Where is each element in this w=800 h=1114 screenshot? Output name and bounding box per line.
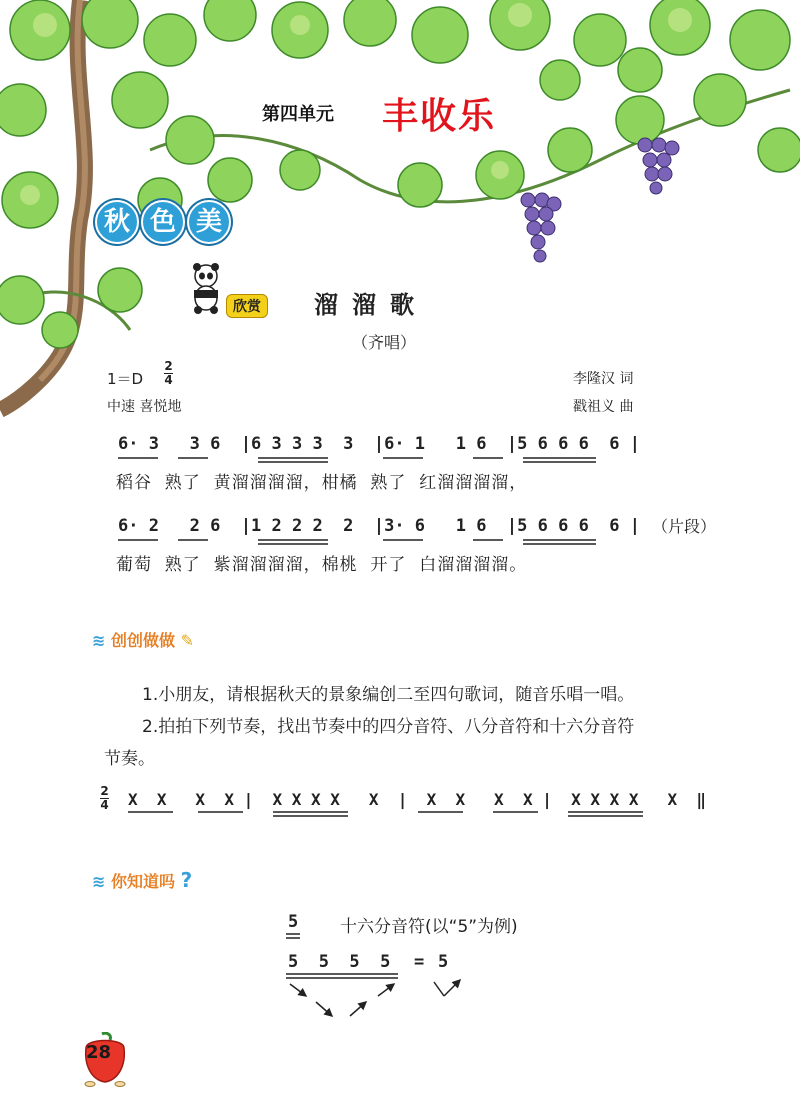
badge-char: 美 — [187, 200, 231, 244]
rhythm-beams — [128, 810, 688, 824]
pencil-icon: ✎ — [180, 631, 194, 650]
song-subtitle: （齐唱） — [352, 333, 417, 352]
rhythm-time-top: 2 — [100, 784, 109, 798]
wave-icon: ≋ — [92, 631, 106, 650]
song-title: 溜溜歌 — [314, 291, 428, 319]
sixteenth-note-beams — [286, 932, 302, 942]
autumn-badge — [95, 200, 231, 244]
score-line-2-notes: 6· 2 2 6 |1 2 2 2 2 |3· 6 1 6 |5 6 6 6 6 | — [118, 516, 640, 536]
score-line-1-beams — [118, 456, 658, 466]
equation-right: 5 — [438, 952, 449, 972]
unit-label: 第四单元 — [262, 104, 334, 125]
score-line-1-notes: 6· 3 3 6 |6 3 3 3 3 |6· 1 1 6 |5 6 6 6 6 | — [118, 434, 640, 454]
create-item-1: 1.小朋友，请根据秋天的景象编创二至四句歌词，随音乐唱一唱。 — [142, 685, 635, 705]
score-line-2-beams — [118, 538, 658, 548]
know-heading-text: 你知道吗 — [110, 872, 175, 891]
unit-title: 丰收乐 — [382, 96, 497, 137]
excerpt-label: （片段） — [652, 517, 717, 536]
time-signature — [164, 360, 173, 387]
score-line-1-lyrics: 稻谷 熟了 黄溜溜溜溜，柑橘 熟了 红溜溜溜溜， — [116, 473, 528, 493]
know-section-heading — [92, 868, 192, 892]
equals-sign: = — [414, 952, 425, 972]
rhythm-time-signature — [100, 785, 109, 812]
page-number: 28 — [86, 1042, 112, 1063]
sixteenth-note-desc: 十六分音符(以“5”为例) — [340, 917, 518, 937]
create-heading-text: 创创做做 — [110, 631, 175, 650]
create-item-2: 2.拍拍下列节奏，找出节奏中的四分音符、八分音符和十六分音符 — [142, 717, 635, 737]
badge-char: 秋 — [95, 200, 139, 244]
sixteenth-note-symbol: 5 — [288, 912, 299, 932]
lyricist: 李隆汉 词 — [573, 371, 634, 387]
question-icon: ? — [180, 868, 193, 892]
equation-left: 5 5 5 5 — [288, 952, 391, 972]
conducting-arrows-icon — [284, 978, 474, 1022]
listen-tag: 欣赏 — [226, 294, 268, 318]
time-bottom: 4 — [164, 373, 173, 387]
time-top: 2 — [164, 359, 173, 373]
rhythm-line: X X X X | X X X X X | X X X X | X X X X X ‖ — [128, 790, 706, 809]
score-line-2-lyrics: 葡萄 熟了 紫溜溜溜溜，棉桃 开了 白溜溜溜溜。 — [116, 555, 528, 575]
badge-char: 色 — [141, 200, 185, 244]
wave-icon: ≋ — [92, 872, 106, 891]
tempo-marking: 中速 喜悦地 — [107, 399, 182, 415]
panda-mascot-icon — [186, 262, 226, 314]
create-section-heading — [92, 628, 194, 651]
key-signature: 1＝D — [107, 370, 144, 388]
create-item-2-cont: 节奏。 — [104, 749, 155, 769]
rhythm-time-bottom: 4 — [100, 798, 109, 812]
composer: 戳祖义 曲 — [573, 399, 634, 415]
